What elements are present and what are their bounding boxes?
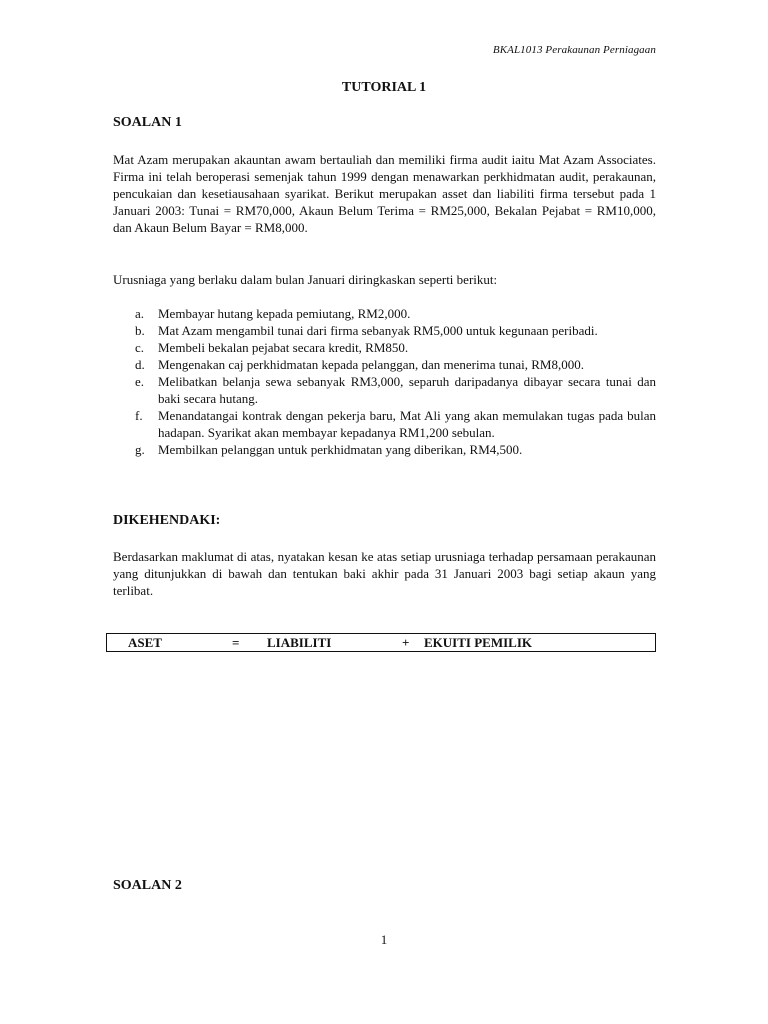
item-text: Membilkan pelanggan untuk perkhidmatan yang diberikan, RM4,500. (158, 442, 523, 457)
transaction-item (113, 441, 656, 458)
transaction-item (113, 373, 656, 407)
item-marker: e. (135, 374, 145, 389)
item-text: Membeli bekalan pejabat secara kredit, RM850. (158, 340, 409, 355)
document-title: TUTORIAL 1 (341, 80, 427, 95)
required-text: Berdasarkan maklumat di atas, nyatakan kesan ke atas setiap urusniaga terhadap persamaan perakaunan yang ditunjukkan di bawah dan tentukan baki akhir pada 31 Januari 2003 bagi setiap akaun yang terlibat. (113, 549, 656, 598)
equation-equals-sign: = (232, 635, 240, 650)
transaction-item (113, 356, 656, 373)
page-number: 1 (380, 932, 388, 947)
equation-liabilities: LIABILITI (267, 635, 332, 650)
item-text: Melibatkan belanja sewa sebanyak RM3,000, separuh daripadanya dibayar secara tunai dan baki secara hutang. (158, 374, 656, 406)
accounting-equation-box (106, 633, 656, 652)
equation-owner-equity: EKUITI PEMILIK (424, 635, 532, 650)
item-text: Menandatangai kontrak dengan pekerja baru, Mat Ali yang akan memulakan tugas pada bulan hadapan. Syarikat akan membayar kepadanya RM1,200 sebulan. (158, 408, 656, 440)
item-text: Mengenakan caj perkhidmatan kepada pelanggan, dan menerima tunai, RM8,000. (158, 357, 584, 372)
transaction-item (113, 322, 656, 339)
item-marker: c. (135, 340, 145, 355)
item-marker: a. (135, 306, 145, 321)
question-2-heading: SOALAN 2 (113, 878, 182, 893)
transactions-intro: Urusniaga yang berlaku dalam bulan Januari diringkaskan seperti berikut: (113, 272, 498, 287)
running-header: BKAL1013 Perakaunan Perniagaan (492, 44, 656, 56)
transaction-item (113, 339, 656, 356)
question-1-heading: SOALAN 1 (113, 115, 182, 130)
item-marker: f. (135, 408, 143, 423)
item-text: Mat Azam mengambil tunai dari firma sebanyak RM5,000 untuk kegunaan peribadi. (158, 323, 598, 338)
item-text: Membayar hutang kepada pemiutang, RM2,000. (158, 306, 411, 321)
required-heading: DIKEHENDAKI: (113, 513, 221, 528)
equation-plus-sign: + (402, 635, 410, 650)
equation-assets: ASET (128, 635, 162, 650)
item-marker: b. (135, 323, 145, 338)
transaction-item (113, 305, 656, 322)
question-1-intro: Mat Azam merupakan akauntan awam bertauliah dan memiliki firma audit iaitu Mat Azam Associates. Firma ini telah beroperasi semenjak tahun 1999 dengan menawarkan perkhidmatan audit, perakaunan, pencukaian dan kesetiausahaan syarikat. Berikut merupakan asset dan liabiliti firma tersebut pada 1 Januari 2003: Tunai = RM70,000, Akaun Belum Terima = RM25,000, Bekalan Pejabat = RM10,000, dan Akaun Belum Bayar = RM8,000. (113, 152, 656, 235)
transaction-item (113, 407, 656, 441)
transaction-list (113, 305, 656, 458)
item-marker: d. (135, 357, 145, 372)
item-marker: g. (135, 442, 145, 457)
